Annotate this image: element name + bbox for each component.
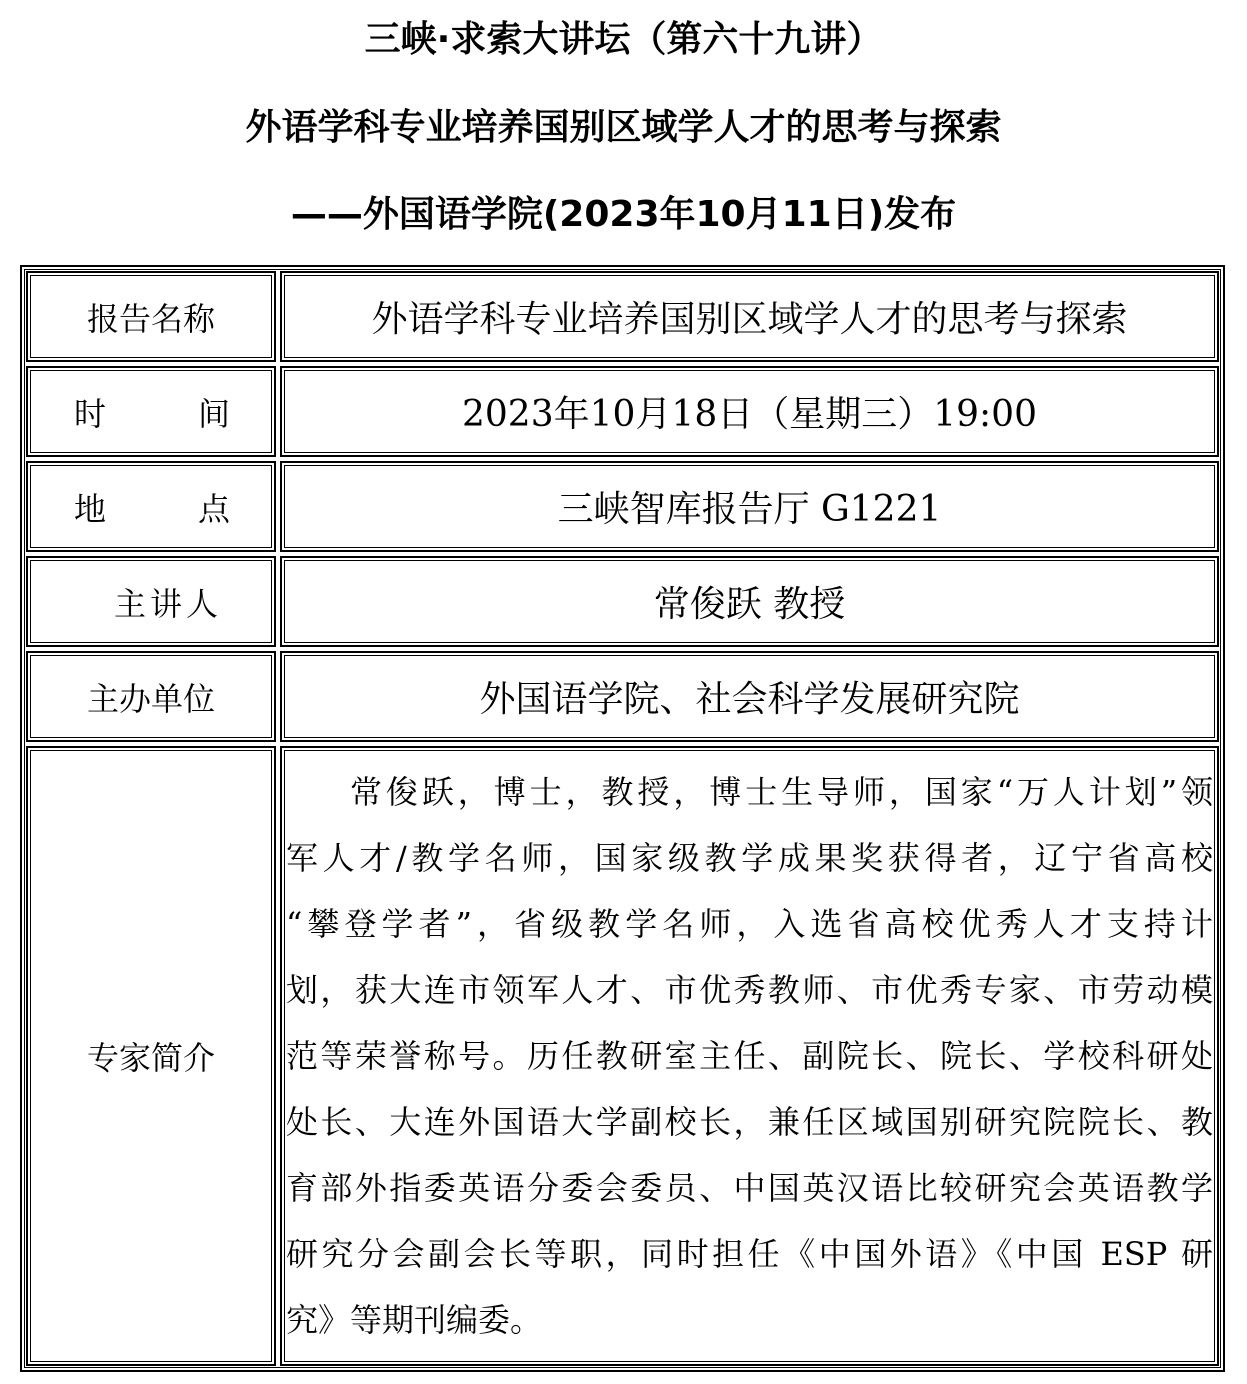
table-row-place [26, 461, 1219, 552]
time-value-cell [280, 366, 1219, 457]
bio-line: 研究分会副会长等职，同时担任《中国外语》《中国 ESP 研 [286, 1235, 1213, 1273]
title-label-cell [26, 271, 276, 362]
bio-line: 处长、大连外国语大学副校长，兼任区域国别研究院院长、教 [286, 1103, 1213, 1141]
table-row-time [26, 366, 1219, 457]
time-value: 2023年10月18日（星期三）19:00 [462, 394, 1037, 435]
bio-label-cell [26, 746, 276, 1366]
table-row-title [26, 271, 1219, 362]
bio-line: 划，获大连市领军人才、市优秀教师、市优秀专家、市劳动模 [286, 971, 1213, 1009]
speaker-label-char-3: 人 [185, 584, 218, 623]
title-value: 外语学科专业培养国别区域学人才的思考与探索 [371, 299, 1128, 340]
host-value: 外国语学院、社会科学发展研究院 [479, 679, 1020, 720]
publisher-date-line: ——外国语学院(2023年10月11日)发布 [290, 194, 957, 235]
time-label-cell [26, 366, 276, 457]
speaker-value-cell [280, 556, 1219, 647]
table-row-bio [26, 746, 1219, 1366]
bio-line: 究》等期刊编委。 [286, 1301, 543, 1339]
lecture-info-table [20, 265, 1225, 1372]
host-label-cell [26, 651, 276, 742]
speaker-value: 常俊跃 教授 [653, 584, 846, 625]
speaker-label-char-1: 主 [114, 584, 147, 623]
bio-line: “攀登学者”，省级教学名师，入选省高校优秀人才支持计 [286, 905, 1213, 943]
lecture-series-title: 三峡·求索大讲坛（第六十九讲） [364, 19, 883, 60]
host-value-cell [280, 651, 1219, 742]
speaker-label-cell [26, 556, 276, 647]
bio-line: 育部外指委英语分委会委员、中国英汉语比较研究会英语教学 [286, 1169, 1213, 1207]
table-row-host [26, 651, 1219, 742]
bio-line: 常俊跃，博士，教授，博士生导师，国家“万人计划”领 [350, 773, 1213, 811]
bio-label: 专家简介 [86, 1039, 215, 1077]
place-label-char-1: 地 [74, 489, 107, 528]
bio-value-cell [280, 746, 1219, 1366]
title-label: 报告名称 [86, 299, 215, 338]
place-label-char-2: 点 [197, 489, 230, 528]
time-label-char-2: 间 [197, 394, 230, 433]
bio-line: 军人才/教学名师，国家级教学成果奖获得者，辽宁省高校 [286, 839, 1213, 877]
place-label-cell [26, 461, 276, 552]
host-label: 主办单位 [86, 679, 215, 718]
speaker-label-char-2: 讲 [149, 584, 182, 623]
bio-line: 范等荣誉称号。历任教研室主任、副院长、院长、学校科研处 [286, 1037, 1213, 1075]
time-label-char-1: 时 [74, 394, 107, 433]
table-row-speaker [26, 556, 1219, 647]
place-value: 三峡智库报告厅 G1221 [557, 489, 942, 530]
place-value-cell [280, 461, 1219, 552]
title-value-cell [280, 271, 1219, 362]
lecture-topic-title: 外语学科专业培养国别区域学人才的思考与探索 [245, 107, 1002, 148]
